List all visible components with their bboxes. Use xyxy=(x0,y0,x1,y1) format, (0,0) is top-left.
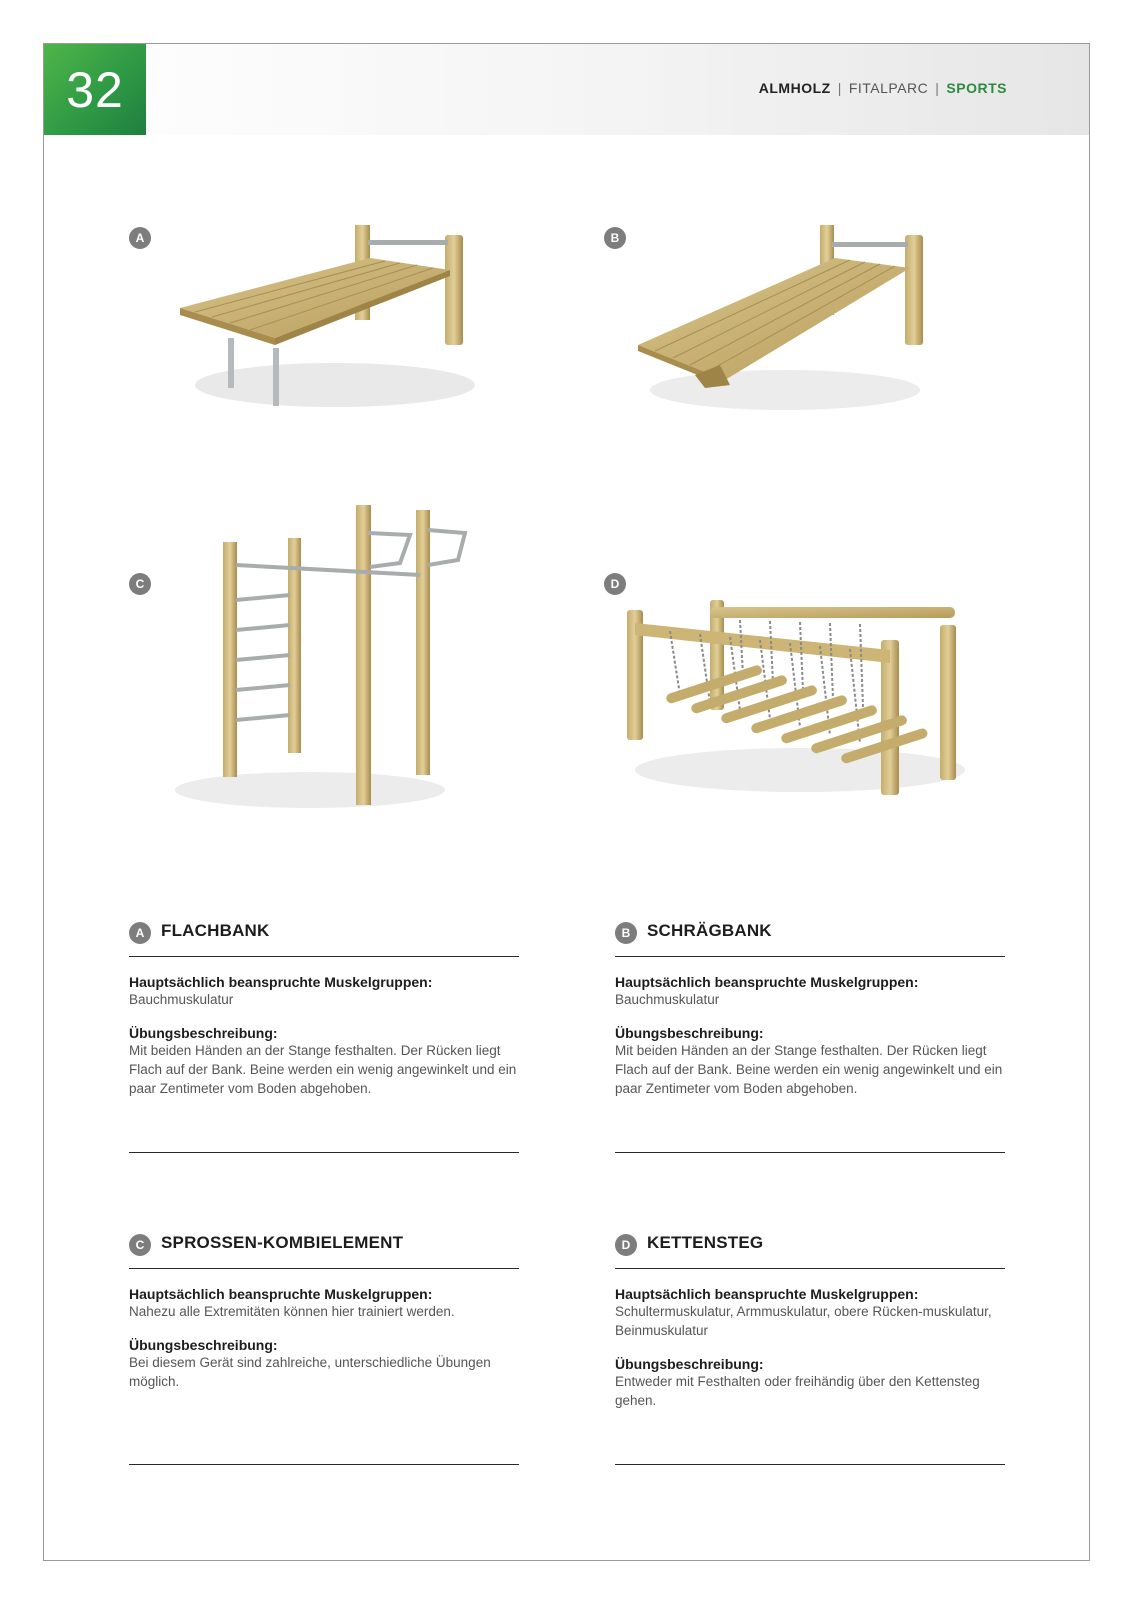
muscles-label: Hauptsächlich beanspruchte Muskelgruppen: xyxy=(129,974,433,990)
muscles-text: Bauchmuskulatur xyxy=(615,992,720,1007)
exercise-label: Übungsbeschreibung: xyxy=(615,1025,764,1041)
section-title: KETTENSTEG xyxy=(647,1233,764,1252)
divider xyxy=(129,956,519,957)
illustration-badge-d: D xyxy=(604,573,626,595)
divider xyxy=(615,956,1005,957)
ladder-combo-illustration xyxy=(160,505,480,815)
muscles-label: Hauptsächlich beanspruchte Muskelgruppen: xyxy=(615,974,919,990)
separator: | xyxy=(935,80,940,96)
brand-line xyxy=(759,80,1007,96)
section-title: SCHRÄGBANK xyxy=(647,921,772,940)
product-line: FITALPARC xyxy=(848,80,929,96)
muscles-text: Nahezu alle Extremitäten können hier trainiert werden. xyxy=(129,1304,455,1319)
section-title: SPROSSEN-KOMBIELEMENT xyxy=(161,1233,404,1252)
brand-name: ALMHOLZ xyxy=(758,80,831,96)
muscles-label: Hauptsächlich beanspruchte Muskelgruppen: xyxy=(615,1286,919,1302)
muscles-text: Bauchmuskulatur xyxy=(129,992,234,1007)
divider xyxy=(129,1464,519,1465)
exercise-text: Bei diesem Gerät sind zahlreiche, unterschiedliche Übungen möglich. xyxy=(129,1355,491,1389)
incline-bench-illustration xyxy=(635,220,955,430)
section-sprossen-kombielement xyxy=(129,1230,519,1391)
exercise-text: Mit beiden Händen an der Stange festhalten. Der Rücken liegt Flach auf der Bank. Beine werden ein wenig angewinkelt und ein paar Zentimeter vom Boden abgehoben. xyxy=(129,1043,517,1096)
section-schraegbank xyxy=(615,918,1005,1098)
divider xyxy=(615,1152,1005,1153)
section-flachbank xyxy=(129,918,519,1098)
illustration-badge-b: B xyxy=(604,227,626,249)
section-badge: A xyxy=(129,922,151,944)
muscles-label: Hauptsächlich beanspruchte Muskelgruppen: xyxy=(129,1286,433,1302)
exercise-text: Mit beiden Händen an der Stange festhalten. Der Rücken liegt Flach auf der Bank. Beine werden ein wenig angewinkelt und ein paar Zentimeter vom Boden abgehoben. xyxy=(615,1043,1003,1096)
exercise-label: Übungsbeschreibung: xyxy=(129,1337,278,1353)
section-kettensteg xyxy=(615,1230,1005,1410)
divider xyxy=(129,1152,519,1153)
separator: | xyxy=(837,80,842,96)
illustration-badge-c: C xyxy=(129,573,151,595)
exercise-label: Übungsbeschreibung: xyxy=(129,1025,278,1041)
divider xyxy=(129,1268,519,1269)
exercise-label: Übungsbeschreibung: xyxy=(615,1356,764,1372)
illustration-badge-a: A xyxy=(129,227,151,249)
category-label: SPORTS xyxy=(946,80,1007,96)
flat-bench-illustration xyxy=(175,220,495,440)
section-title: FLACHBANK xyxy=(161,921,270,940)
page-number: 32 xyxy=(44,44,146,135)
section-badge: C xyxy=(129,1234,151,1256)
section-badge: B xyxy=(615,922,637,944)
exercise-text: Entweder mit Festhalten oder freihändig über den Kettensteg gehen. xyxy=(615,1374,980,1408)
muscles-text: Schultermuskulatur, Armmuskulatur, obere Rücken-muskulatur, Beinmuskulatur xyxy=(615,1304,992,1338)
divider xyxy=(615,1464,1005,1465)
divider xyxy=(615,1268,1005,1269)
section-badge: D xyxy=(615,1234,637,1256)
chain-bridge-illustration xyxy=(625,595,975,815)
